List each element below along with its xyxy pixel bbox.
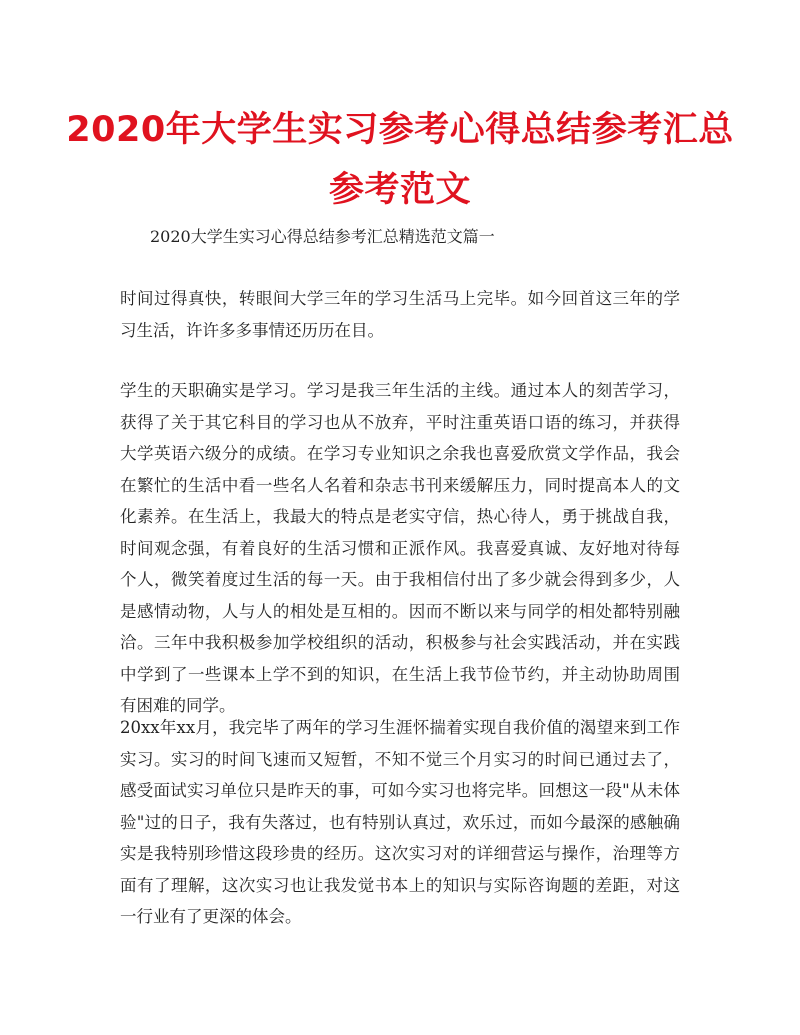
paragraph-2: 学生的天职确实是学习。学习是我三年生活的主线。通过本人的刻苦学习，获得了关于其它科目的学习也从不放弃，平时注重英语口语的练习，并获得大学英语六级分的成绩。在学习专业知识之余我也喜爱欣赏文学作品，我会在繁忙的生活中看一些名人名着和杂志书刊来缓解压力，同时提高本人的文化素养。在生活上，我最大的特点是老实守信，热心待人，勇于挑战自我，时间观念强，有着良好的生活习惯和正派作风。我喜爱真诚、友好地对待每个人，微笑着度过生活的每一天。由于我相信付出了多少就会得到多少，人是感情动物，人与人的相处是互相的。因而不断以来与同学的相处都特别融洽。三年中我积极参加学校组织的活动，积极参与社会实践活动，并在实践中学到了一些课本上学不到的知识，在生活上我节俭节约，并主动协助周围有困难的同学。: [120, 381, 680, 715]
document-title-line-1: 2020年大学生实习参考心得总结参考汇总: [66, 110, 734, 150]
paragraph-3: 20xx年xx月，我完毕了两年的学习生涯怀揣着实现自我价值的渴望来到工作实习。实习的时间飞速而又短暂，不知不觉三个月实习的时间已通过去了，感受面试实习单位只是昨天的事，可如今实习也将完毕。回想这一段"从未体验"过的日子，我有失落过，也有特别认真过，欢乐过，而如今最深的感触确实是我特别珍惜这段珍贵的经历。这次实习对的详细营运与操作，治理等方面有了理解，这次实习也让我发觉书本上的知识与实际咨询题的差距，对这一行业有了更深的体会。: [120, 718, 680, 926]
document-title-line-2: 参考范文: [328, 170, 471, 210]
paragraph-1: 时间过得真快，转眼间大学三年的学习生活马上完毕。如今回首这三年的学习生活，许许多多事情还历历在目。: [120, 289, 680, 340]
document-subtitle: 2020大学生实习心得总结参考汇总精选范文篇一: [150, 227, 495, 246]
